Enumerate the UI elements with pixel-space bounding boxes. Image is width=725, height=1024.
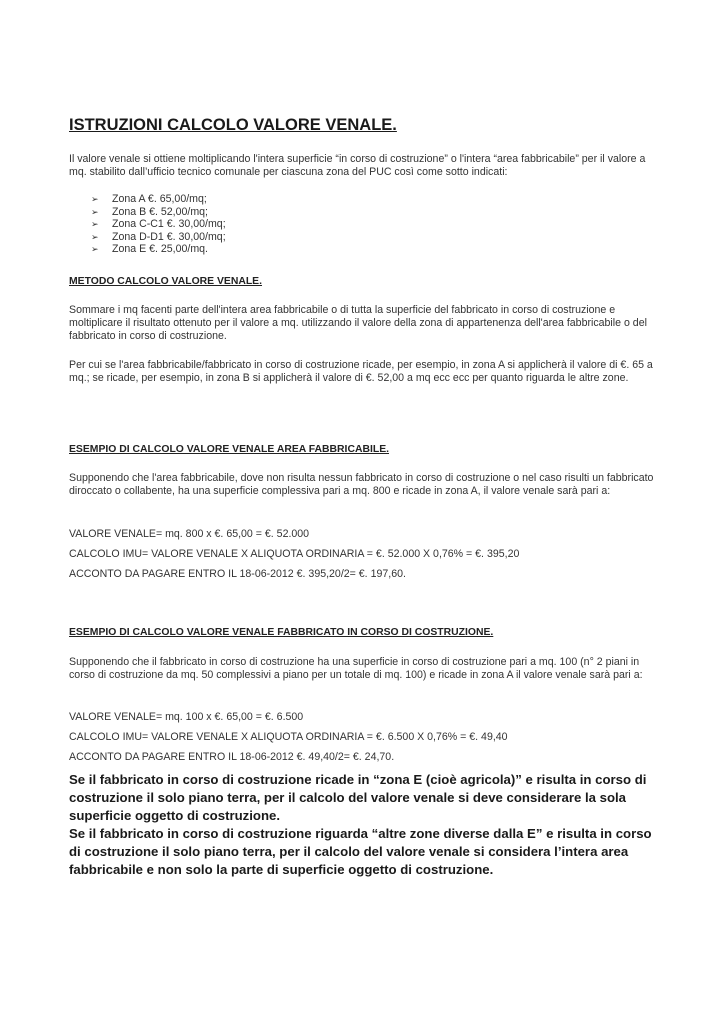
list-item: ➢ Zona A €. 65,00/mq; — [91, 193, 207, 205]
list-item: ➢ Zona B €. 52,00/mq; — [91, 205, 208, 218]
example1-acconto: ACCONTO DA PAGARE ENTRO IL 18-06-2012 €. 395,20/2= €. 197,60. — [69, 568, 406, 580]
list-item: ➢ Zona C-C1 €. 30,00/mq; — [91, 218, 226, 231]
method-paragraph: Sommare i mq facenti parte dell'intera area fabbricabile o di tutta la superficie del fabbricato in corso di costruzione e moltiplicare il risultato ottenuto per il valore a mq. utilizzando il valore della zona di appartenenza dell'area fabbricabile o del fabbricato in corso di costruzione. — [69, 304, 647, 342]
zone-list — [91, 193, 226, 256]
note-zone-e: Se il fabbricato in corso di costruzione ricade in “zona E (cioè agricola)” e risulta in corso di costruzione il solo piano terra, per il calcolo del valore venale si deve considerare la sola superficie oggetto di costruzione. — [69, 772, 647, 824]
list-item: ➢ Zona E €. 25,00/mq. — [91, 243, 208, 256]
intro-paragraph: Il valore venale si ottiene moltiplicando l'intera superficie “in corso di costruzione” o l'intera “area fabbricabile” per il valore a mq. stabilito dall’ufficio tecnico comunale per ciascuna zona del PUC così come sotto indicati: — [69, 153, 646, 178]
example2-acconto: ACCONTO DA PAGARE ENTRO IL 18-06-2012 €. 49,40/2= €. 24,70. — [69, 751, 395, 763]
arrow-bullet-icon: ➢ — [91, 219, 99, 230]
example1-paragraph: Supponendo che l'area fabbricabile, dove non risulta nessun fabbricato in corso di costruzione o nel caso risulti un fabbricato diroccato o collabente, ha una superficie complessiva pari a mq. 800 e ricade in zona A, il valore venale sarà pari a: — [69, 472, 654, 497]
arrow-bullet-icon: ➢ — [91, 194, 99, 204]
example1-calcolo-imu: CALCOLO IMU= VALORE VENALE X ALIQUOTA ORDINARIA = €. 52.000 X 0,76% = €. 395,20 — [69, 548, 520, 560]
example2-paragraph: Supponendo che il fabbricato in corso di costruzione ha una superficie in corso di costruzione pari a mq. 100 (n° 2 piani in corso di costruzione da mq. 50 complessivi a piano per un totale di mq. 100) e ricade in zona A il valore venale sarà pari a: — [69, 656, 643, 681]
list-item: ➢ Zona D-D1 €. 30,00/mq; — [91, 230, 226, 243]
example1-heading: ESEMPIO DI CALCOLO VALORE VENALE AREA FABBRICABILE. — [69, 444, 390, 455]
example2-heading: ESEMPIO DI CALCOLO VALORE VENALE FABBRICATO IN CORSO DI COSTRUZIONE. — [69, 627, 494, 638]
note-other-zones: Se il fabbricato in corso di costruzione riguarda “altre zone diverse dalla E” e risulta in corso di costruzione il solo piano terra, per il calcolo del valore venale si considera l’intera area fabbricabile e non solo la parte di superficie oggetto di costruzione. — [69, 826, 652, 878]
arrow-bullet-icon: ➢ — [91, 231, 99, 242]
arrow-bullet-icon: ➢ — [91, 244, 99, 255]
example2-calcolo-imu: CALCOLO IMU= VALORE VENALE X ALIQUOTA ORDINARIA = €. 6.500 X 0,76% = €. 49,40 — [69, 731, 508, 743]
method-example-paragraph: Per cui se l'area fabbricabile/fabbricato in corso di costruzione ricade, per esempio, in zona A si applicherà il valore di €. 65 a mq.; se ricade, per esempio, in zona B si applicherà il valore di €. 52,00 a mq ecc ecc per quanto riguarda le altre zone. — [69, 359, 653, 384]
arrow-bullet-icon: ➢ — [91, 206, 99, 217]
method-heading: METODO CALCOLO VALORE VENALE. — [69, 276, 263, 287]
example2-valore-venale: VALORE VENALE= mq. 100 x €. 65,00 = €. 6.500 — [69, 711, 304, 723]
example1-valore-venale: VALORE VENALE= mq. 800 x €. 65,00 = €. 52.000 — [69, 528, 310, 540]
document-title: ISTRUZIONI CALCOLO VALORE VENALE. — [69, 116, 397, 134]
